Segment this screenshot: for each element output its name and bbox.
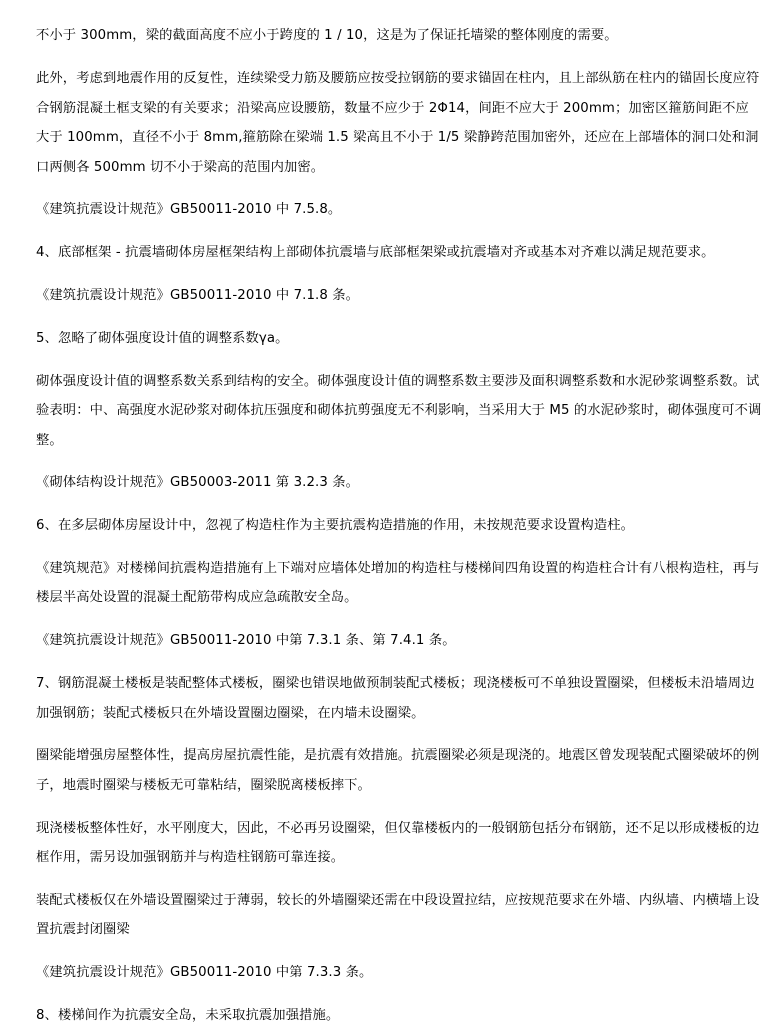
- paragraph: 8、楼梯间作为抗震安全岛，未采取抗震加强措施。: [36, 1008, 340, 1024]
- paragraph: 6、在多层砌体房屋设计中，忽视了构造柱作为主要抗震构造措施的作用，未按规范要求设置构造柱。: [36, 518, 635, 534]
- paragraph: 《建筑抗震设计规范》GB50011-2010 中 7.5.8。: [36, 202, 342, 218]
- paragraph: 此外，考虑到地震作用的反复性，连续梁受力筋及腰筋应按受拉钢筋的要求锚固在柱内，且上部纵筋在柱内的锚固长度应符合钢筋混凝土框支梁的有关要求；沿梁高应设腰筋，数量不应少于 2Φ14，间距不应大于 200mm；加密区箍筋间距不应大于 100mm，直径不小于 8mm,箍筋除在梁端 1.5 梁高且不小于 1/5 梁静跨范围加密外，还应在上部墙体的洞口处和洞口两侧各 500mm 切不小于梁高的范围内加密。: [36, 71, 760, 175]
- paragraph: 《建筑抗震设计规范》GB50011-2010 中第 7.3.1 条、第 7.4.1 条。: [36, 633, 456, 649]
- paragraph: 《建筑规范》对楼梯间抗震构造措施有上下端对应墙体处增加的构造柱与楼梯间四角设置的构造柱合计有八根构造柱，再与楼层半高处设置的混凝土配筋带构成应急疏散安全岛。: [36, 560, 760, 606]
- paragraph: 《建筑抗震设计规范》GB50011-2010 中 7.1.8 条。: [36, 287, 360, 303]
- paragraph: 砌体强度设计值的调整系数关系到结构的安全。砌体强度设计值的调整系数主要涉及面积调整系数和水泥砂浆调整系数。试验表明：中、高强度水泥砂浆对砌体抗压强度和砌体抗剪强度无不利影响，当采用大于 M5 的水泥砂浆时，砌体强度可不调整。: [36, 373, 762, 448]
- paragraph: 《建筑抗震设计规范》GB50011-2010 中第 7.3.3 条。: [36, 965, 373, 981]
- paragraph: 装配式楼板仅在外墙设置圈梁过于薄弱，较长的外墙圈梁还需在中段设置拉结，应按规范要求在外墙、内纵墙、内横墙上设置抗震封闭圈梁: [36, 892, 760, 938]
- paragraph: 圈梁能增强房屋整体性，提高房屋抗震性能，是抗震有效措施。抗震圈梁必须是现浇的。地震区曾发现装配式圈梁破坏的例子，地震时圈梁与楼板无可靠粘结，圈梁脱离楼板摔下。: [36, 748, 760, 793]
- paragraph: 《砌体结构设计规范》GB50003-2011 第 3.2.3 条。: [36, 475, 360, 491]
- paragraph: 4、底部框架 - 抗震墙砌体房屋框架结构上部砌体抗震墙与底部框架梁或抗震墙对齐或基本对齐难以满足规范要求。: [36, 245, 715, 261]
- paragraph: 5、忽略了砌体强度设计值的调整系数γa。: [36, 330, 289, 346]
- paragraph: 现浇楼板整体性好，水平刚度大，因此，不必再另设圈梁，但仅靠楼板内的一般钢筋包括分布钢筋，还不足以形成楼板的边框作用，需另设加强钢筋并与构造柱钢筋可靠连接。: [36, 820, 760, 866]
- paragraph: 7、钢筋混凝土楼板是装配整体式楼板，圈梁也错误地做预制装配式楼板；现浇楼板可不单独设置圈梁，但楼板未沿墙周边加强钢筋；装配式楼板只在外墙设置圈边圈梁，在内墙未设圈梁。: [36, 676, 755, 721]
- paragraph: 不小于 300mm，梁的截面高度不应小于跨度的 1 / 10，这是为了保证托墙梁的整体刚度的需要。: [36, 28, 618, 44]
